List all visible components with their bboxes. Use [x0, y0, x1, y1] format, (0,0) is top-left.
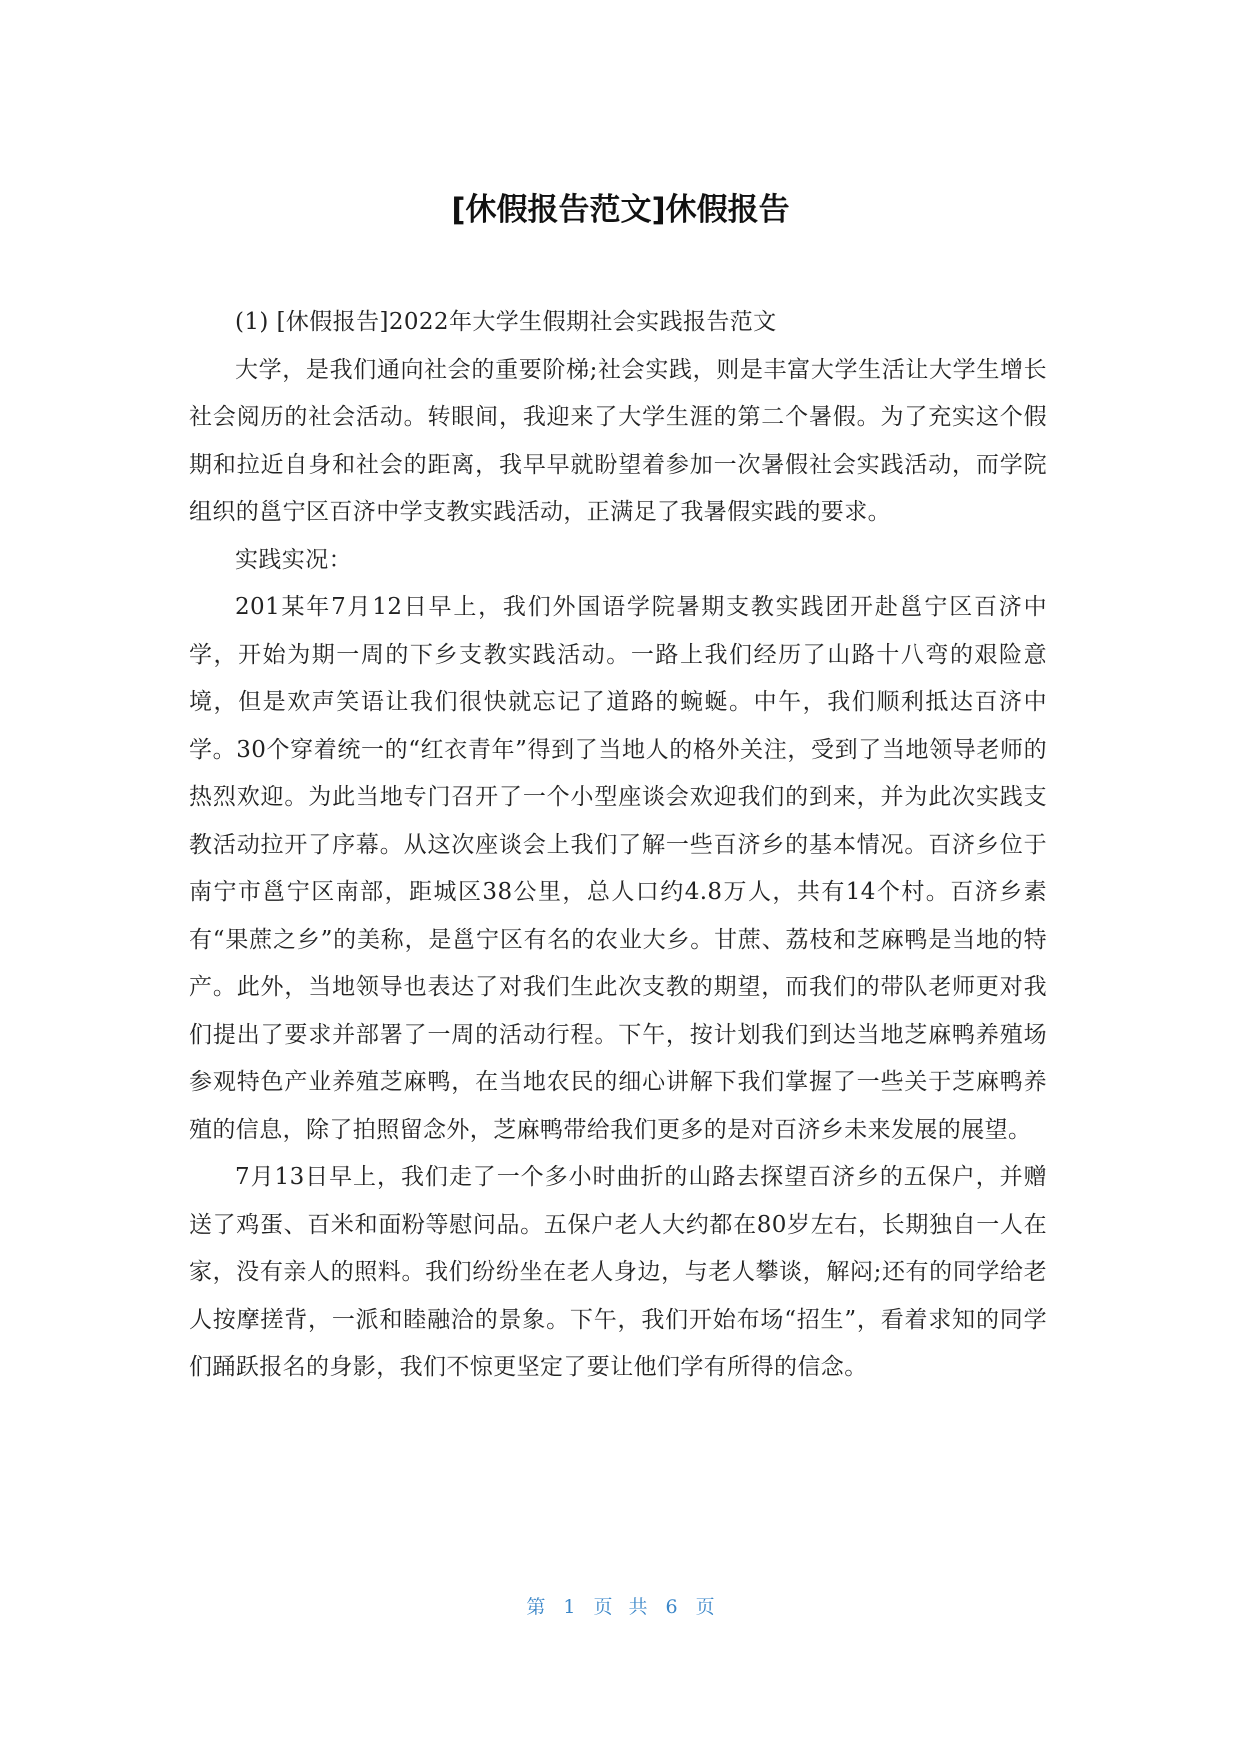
paragraph-section-label: 实践实况：	[235, 546, 352, 573]
page-footer	[0, 1593, 1241, 1621]
paragraph-heading: (1) [休假报告]2022年大学生假期社会实践报告范文	[235, 309, 777, 335]
document-body	[189, 299, 1047, 1392]
footer-current-page: 1	[563, 1596, 576, 1618]
footer-prefix: 第	[526, 1596, 546, 1618]
footer-middle: 页 共	[593, 1596, 648, 1618]
paragraph-intro: 大学，是我们通向社会的重要阶梯;社会实践，则是丰富大学生活让大学生增长社会阅历的社会活动。转眼间，我迎来了大学生涯的第二个暑假。为了充实这个假期和拉近自身和社会的距离，我早早就盼望着参加一次暑假社会实践活动，而学院组织的邕宁区百济中学支教实践活动，正满足了我暑假实践的要求。	[189, 356, 1047, 525]
paragraph-july-13: 7月13日早上，我们走了一个多小时曲折的山路去探望百济乡的五保户，并赠送了鸡蛋、百米和面粉等慰问品。五保户老人大约都在80岁左右，长期独自一人在家，没有亲人的照料。我们纷纷坐在老人身边，与老人攀谈，解闷;还有的同学给老人按摩搓背，一派和睦融洽的景象。下午，我们开始布场“招生”，看着求知的同学们踊跃报名的身影，我们不惊更坚定了要让他们学有所得的信念。	[189, 1164, 1047, 1380]
document-title: [休假报告范文]休假报告	[451, 192, 790, 228]
paragraph-july-12: 201某年7月12日早上，我们外国语学院暑期支教实践团开赴邕宁区百济中学，开始为期一周的下乡支教实践活动。一路上我们经历了山路十八弯的艰险意境，但是欢声笑语让我们很快就忘记了道路的蜿蜒。中午，我们顺利抵达百济中学。30个穿着统一的“红衣青年”得到了当地人的格外关注，受到了当地领导老师的热烈欢迎。为此当地专门召开了一个小型座谈会欢迎我们的到来，并为此次实践支教活动拉开了序幕。从这次座谈会上我们了解一些百济乡的基本情况。百济乡位于南宁市邕宁区南部，距城区38公里，总人口约4.8万人，共有14个村。百济乡素有“果蔗之乡”的美称，是邕宁区有名的农业大乡。甘蔗、荔枝和芝麻鸭是当地的特产。此外，当地领导也表达了对我们生此次支教的期望，而我们的带队老师更对我们提出了要求并部署了一周的活动行程。下午，按计划我们到达当地芝麻鸭养殖场参观特色产业养殖芝麻鸭，在当地农民的细心讲解下我们掌握了一些关于芝麻鸭养殖的信息，除了拍照留念外，芝麻鸭带给我们更多的是对百济乡未来发展的展望。	[189, 594, 1047, 1143]
footer-total-pages: 6	[665, 1596, 678, 1618]
footer-suffix: 页	[695, 1596, 715, 1618]
